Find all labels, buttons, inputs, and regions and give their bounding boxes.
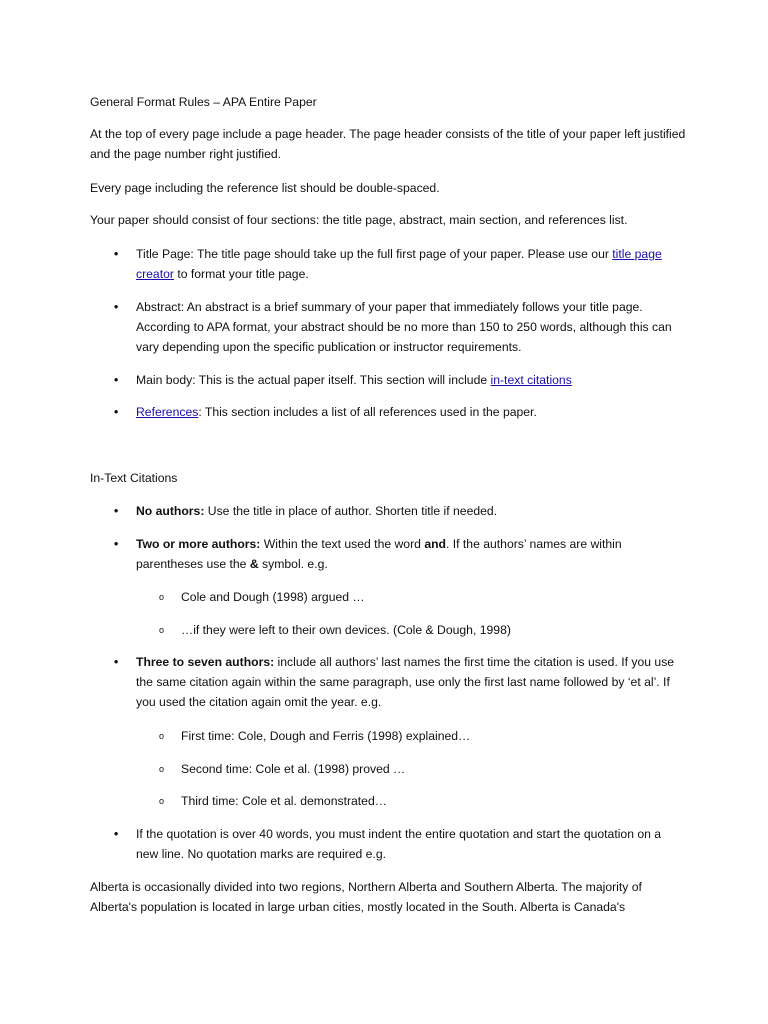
bullet-marker: • xyxy=(114,504,119,518)
sub-bullet-marker: o xyxy=(159,625,165,635)
title-page-creator-link[interactable]: title page creator xyxy=(136,247,662,281)
sub-bullet-marker: o xyxy=(159,731,165,741)
bullet-marker: • xyxy=(114,537,119,551)
two-authors-text: Within the text used the word xyxy=(260,537,425,551)
document-title: General Format Rules – APA Entire Paper xyxy=(90,95,317,109)
list-item-three-seven-authors xyxy=(136,652,681,712)
two-authors-label: Two or more authors: xyxy=(136,537,261,551)
list-item-two-authors xyxy=(136,534,681,574)
references-link[interactable]: References xyxy=(136,405,199,419)
sub-bullet-marker: o xyxy=(159,592,165,602)
no-authors-label: No authors: xyxy=(136,504,205,518)
main-body-text: Main body: This is the actual paper itself. This section will include xyxy=(136,373,491,387)
bullet-marker: • xyxy=(114,827,119,841)
spacing-paragraph: Every page including the reference list should be double-spaced. xyxy=(90,181,440,195)
sections-paragraph: Your paper should consist of four sections: the title page, abstract, main section, and references list. xyxy=(90,213,628,227)
sub-bullet-marker: o xyxy=(159,764,165,774)
example-item: Third time: Cole et al. demonstrated… xyxy=(181,794,387,808)
title-page-text-end: to format your title page. xyxy=(173,267,309,281)
bullet-marker: • xyxy=(114,655,119,669)
header-paragraph: At the top of every page include a page header. The page header consists of the title of your paper left justified and the page number right justified. xyxy=(90,127,686,161)
example-item: Second time: Cole et al. (1998) proved … xyxy=(181,762,406,776)
sub-bullet-marker: o xyxy=(159,796,165,806)
list-item-title-page xyxy=(136,244,681,284)
in-text-citations-link[interactable]: in-text citations xyxy=(490,373,572,387)
list-item-references xyxy=(136,402,681,422)
alberta-paragraph: Alberta is occasionally divided into two regions, Northern Alberta and Southern Alberta. The majority of Alberta's population is located in large urban cities, mostly located in the South. Alberta is Canada's xyxy=(90,880,642,914)
two-authors-text: symbol. e.g. xyxy=(258,557,328,571)
example-item: First time: Cole, Dough and Ferris (1998) explained… xyxy=(181,729,471,743)
ampersand: & xyxy=(249,557,259,571)
list-item-main-body xyxy=(136,370,681,390)
title-page-text: Title Page: The title page should take up the full first page of your paper. Please use our xyxy=(136,247,613,261)
bullet-marker: • xyxy=(114,373,119,387)
example-item: …if they were left to their own devices. (Cole & Dough, 1998) xyxy=(181,623,511,637)
bullet-marker: • xyxy=(114,300,119,314)
and-word: and xyxy=(424,537,446,551)
three-seven-text: include all authors’ last names the first time the citation is used. If you use the same citation again within the same paragraph, use only the first last name followed by ‘et al’. If you used the citation again omit the year. e.g. xyxy=(136,655,675,709)
list-item-quotation: If the quotation is over 40 words, you must indent the entire quotation and start the quotation on a new line. No quotation marks are required e.g. xyxy=(136,827,662,861)
list-item-abstract: Abstract: An abstract is a brief summary of your paper that immediately follows your title page. According to APA format, your abstract should be no more than 150 to 250 words, although this can vary depending upon the specific publication or instructor requirements. xyxy=(136,300,672,354)
citations-heading: In-Text Citations xyxy=(90,471,178,485)
no-authors-text: Use the title in place of author. Shorten title if needed. xyxy=(204,504,498,518)
bullet-marker: • xyxy=(114,405,119,419)
list-item-no-authors xyxy=(136,501,681,521)
three-seven-label: Three to seven authors: xyxy=(136,655,275,669)
example-item: Cole and Dough (1998) argued … xyxy=(181,590,365,604)
references-text: : This section includes a list of all references used in the paper. xyxy=(198,405,537,419)
two-authors-text: . If the authors’ names are within parentheses use the xyxy=(136,537,622,571)
bullet-marker: • xyxy=(114,247,119,261)
